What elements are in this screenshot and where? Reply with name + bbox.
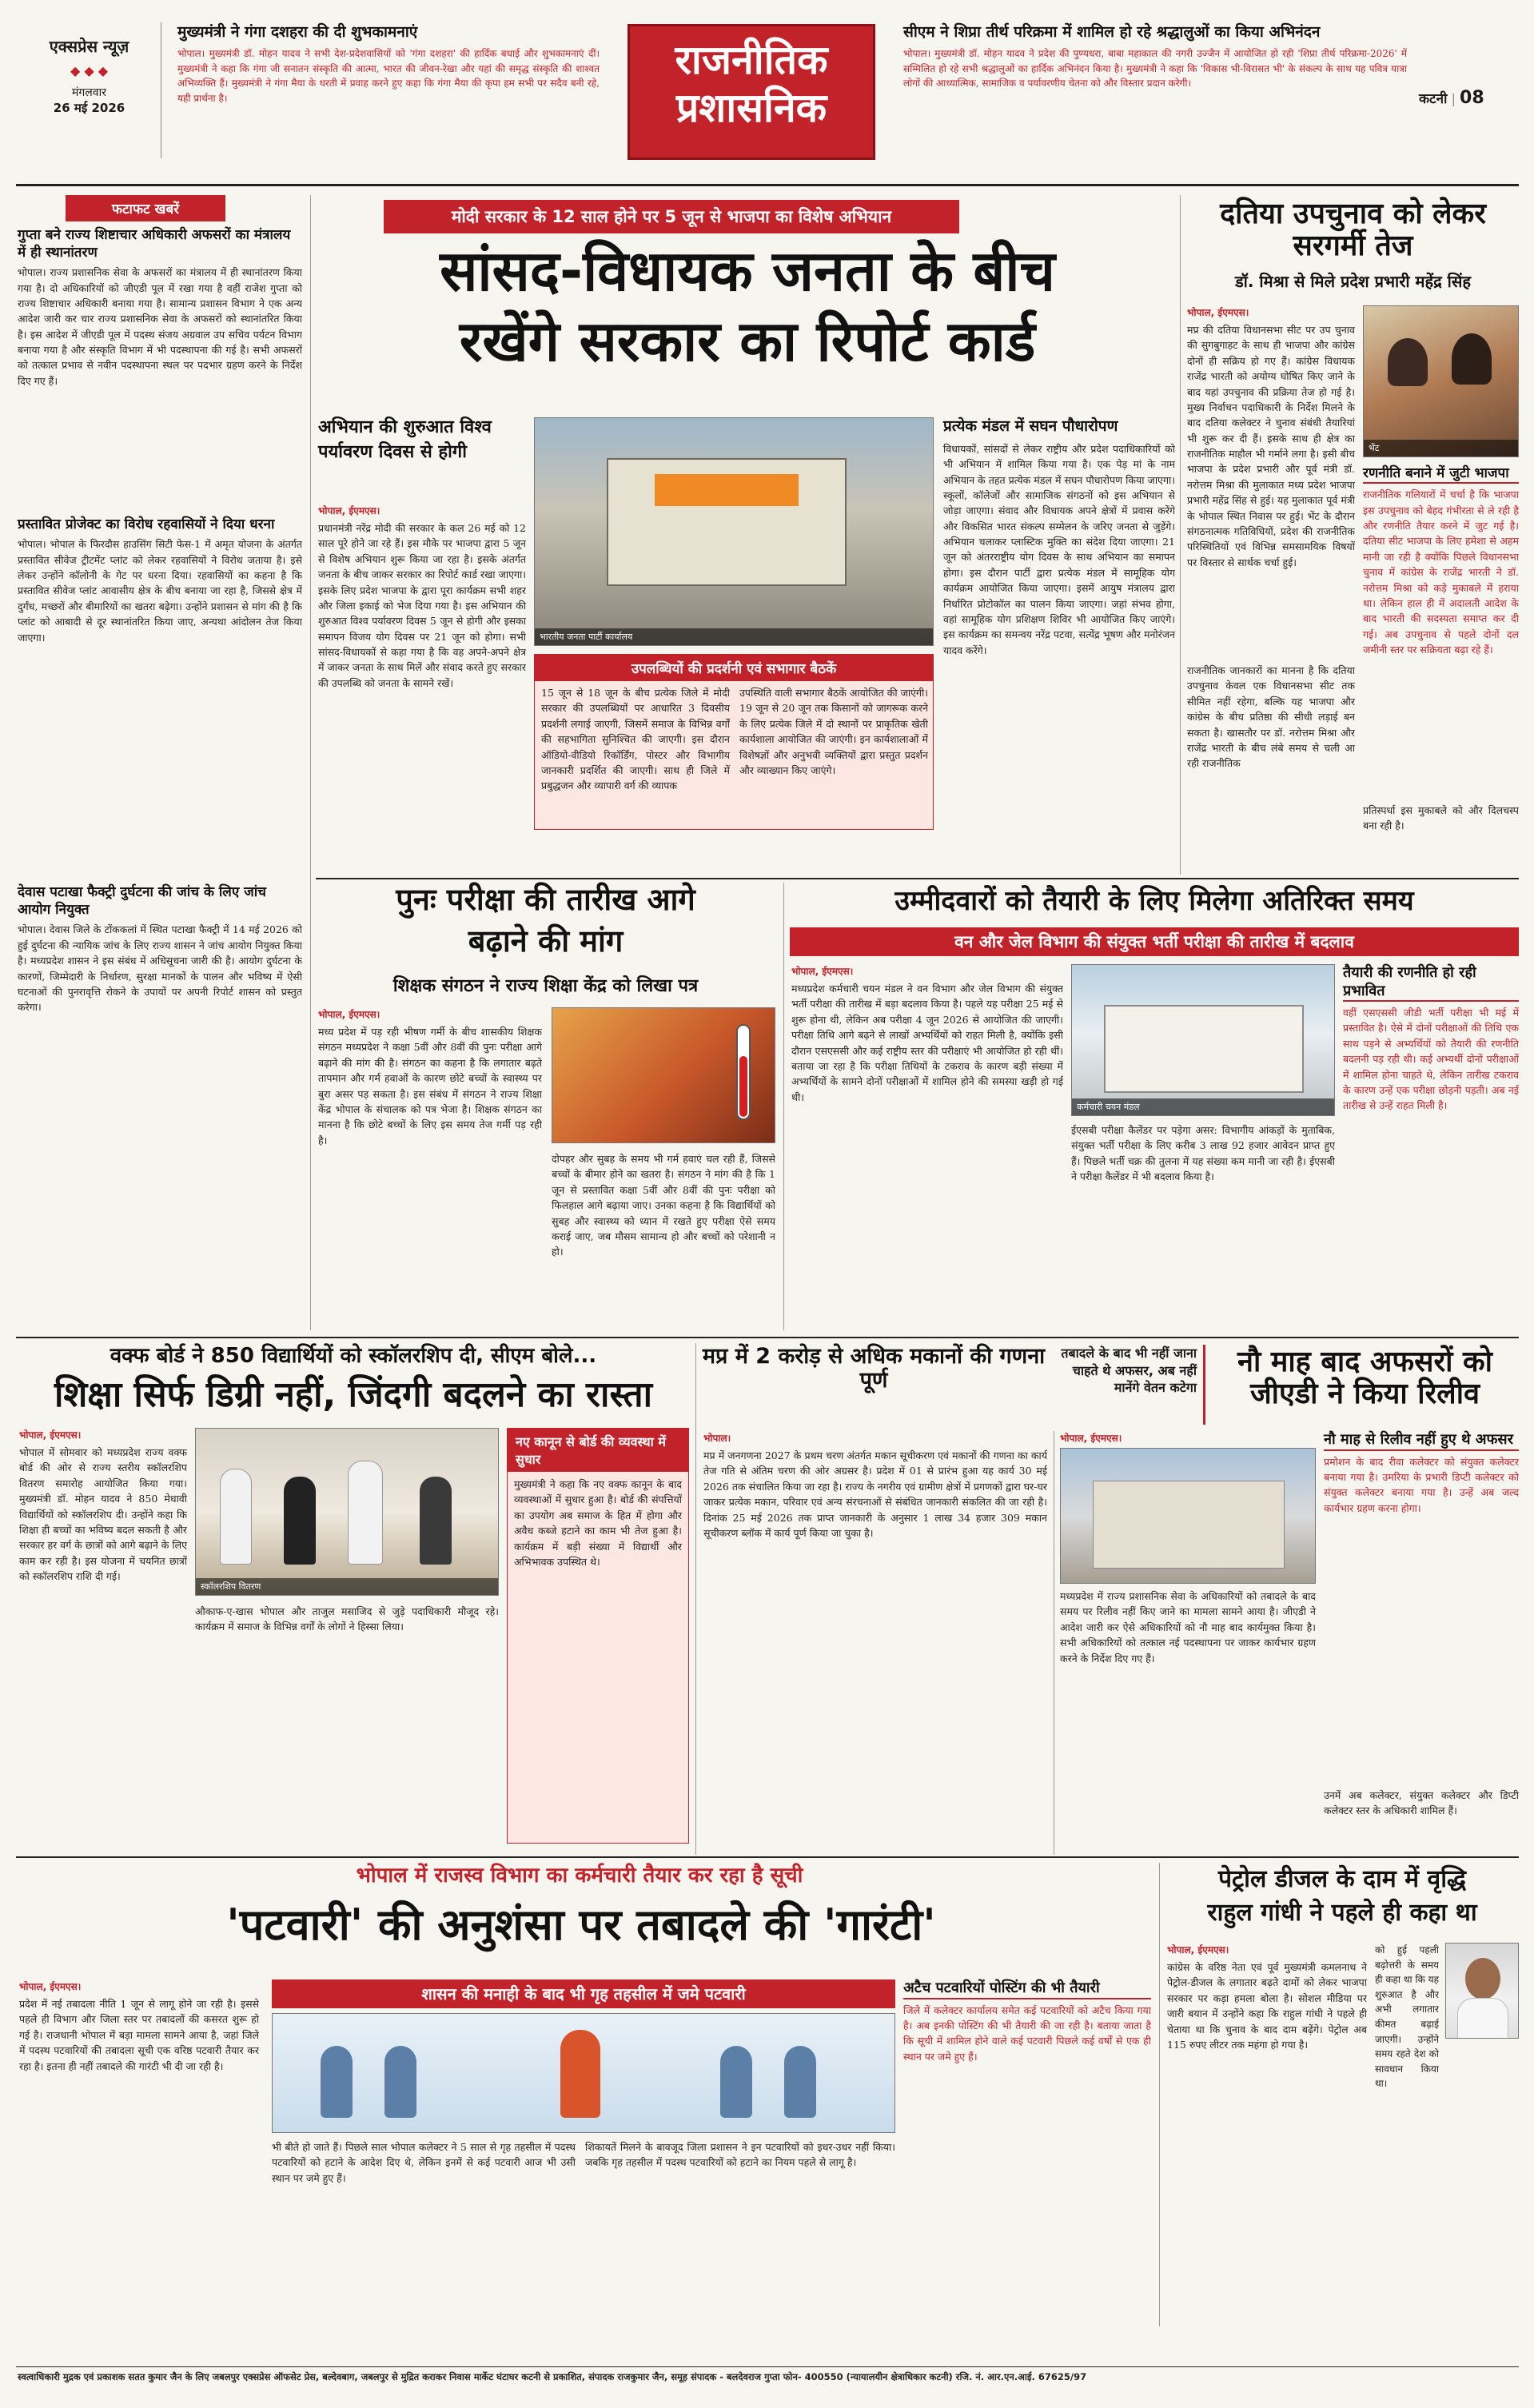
datia-side-box [1363,465,1519,801]
fatafat-item-title: गुप्ता बने राज्य शिष्टाचार अधिकारी अफसरों का मंत्रालय में ही स्थानांतरण [18,227,291,261]
column-divider [783,883,784,1330]
recruit-side-head: तैयारी की रणनीति हो रही प्रभावित [1343,964,1519,1002]
petrol-body: कांग्रेस के वरिष्ठ नेता एवं पूर्व मुख्यमंत्री कमलनाथ ने पेट्रोल-डीजल के लगातार बढ़ते दामों को लेकर भाजपा सरकार पर कड़ा हमला बोला है। सोशल मीडिया पर जारी बयान में उन्होंने कहा कि राहुल गांधी ने पहले ही चेताया था कि चुनाव के बाद दाम बढ़ेंगे। पेट्रोल अब 115 रुपए लीटर तक महंगा हो गया है। [1167,1961,1367,2051]
datia-side-head: रणनीति बनाने में जुटी भाजपा [1363,465,1519,484]
issue-date: 26 मई 2026 [53,101,126,115]
recruit-body-column [791,964,1063,1316]
gad-side-head: नौ माह से रिलीव नहीं हुए थे अफसर [1324,1431,1519,1451]
masthead [0,0,1534,181]
section-title [628,24,875,160]
lead-headline-line1: सांसद-विधायक जनता के बीच [440,238,1055,304]
brand-name: एक्सप्रेस न्यूज़ [49,37,129,56]
lead-right-column [943,417,1175,833]
patwari-people-graphic [272,2013,895,2133]
waqf-law-box-body: मुख्यमंत्री ने कहा कि नए वक्फ कानून के बाद व्यवस्थाओं में सुधार हुआ है। बोर्ड की संपत्तियों का उपयोग अब समाज के हित में होगा और अवैध कब्जे हटाने का काम भी तेज हुआ है। कार्यक्रम में बड़ी संख्या में विद्यार्थी और अभिभावक उपस्थित थे। [514,1478,682,1568]
fatafat-item [18,516,302,872]
gad-tail: उनमें अब कलेक्टर, संयुक्त कलेक्टर और डिप्टी कलेक्टर स्तर के अधिकारी शामिल हैं। [1324,1789,1519,1817]
datia-headline: दतिया उपचुनाव को लेकर सरगर्मी तेज [1220,197,1486,263]
selection-board-photo [1071,964,1335,1116]
waqf-scholarship-photo [195,1428,499,1596]
masthead-rule [16,184,1519,186]
footer-rule [16,2366,1519,2367]
section-rule [16,1856,1519,1858]
plantation-body: विधायकों, सांसदों से लेकर राष्ट्रीय और प्रदेश पदाधिकारियों को भी अभियान में शामिल किया गया है। एक पेड़ मां के नाम अभियान के तहत प्रत्येक मंडल में सघन पौधारोपण किया जाएगा। स्कूलों, कॉलेजों और सामाजिक संगठनों को इस अभियान से जोड़ा जाएगा। संवाद और विधायक अपने क्षेत्रों में प्रवास करेंगे और विकसित भारत संकल्प सम्मेलन के जरिए जनता से जुड़ेंगे। अभियान चलाकर प्लास्टिक मुक्ति का संदेश दिया जाएगा। 21 जून को अंतरराष्ट्रीय योग दिवस के साथ अभियान का समापन होगा। इस दौरान पार्टी द्वारा प्रत्येक मंडल में सामूहिक योग कार्यक्रम आयोजित किया जाएगा। इसमें आयुष मंत्रालय द्वारा निर्धारित प्रोटोकॉल का पालन किया जाएगा। जहां संभव होगा, वहां सामूहिक योग प्रशिक्षण शिविर भी आयोजित किए जाएंगे। इस कार्यक्रम का समन्वय नरेंद्र पटवा, सत्येंद्र भूषण और मनोरंजन यादव करेंगे। [943,442,1175,656]
patwari-body-2: भी बीते हो जाते हैं। पिछले साल भोपाल कलेक्टर ने 5 साल से गृह तहसील में पदस्थ पटवारियों को हटाने के आदेश दिए थे, लेकिन इनमें से कई पटवारी आज भी उसी स्थान पर जमे हुए हैं। [272,2141,576,2184]
patwari-byline: भोपाल, ईएमएस। [19,1981,82,1992]
datia-body-2: राजनीतिक जानकारों का मानना है कि दतिया उपचुनाव केवल एक विधानसभा सीट तक सीमित नहीं रहेगा, बल्कि यह भाजपा और कांग्रेस के बीच प्रतिष्ठा की सीधी लड़ाई बन सकता है। खासतौर पर डॉ. नरोत्तम मिश्रा और राजेंद्र भारती के बीच लंबे समय से चली आ रही राजनीतिक [1187,664,1355,770]
city-name: कटनी [1419,91,1448,107]
gad-building-photo [1060,1448,1316,1584]
petrol-byline: भोपाल, ईएमएस। [1167,1944,1229,1956]
waqf-headline: शिक्षा सिर्फ डिग्री नहीं, जिंदगी बदलने का रास्ता [54,1374,653,1415]
datia-body: मप्र की दतिया विधानसभा सीट पर उप चुनाव की सुगबुगाहट के साथ ही भाजपा और कांग्रेस दोनों ही सक्रिय हो गए हैं। कांग्रेस विधायक राजेंद्र भारती को अयोग्य घोषित किए जाने के बाद यहां उपचुनाव की प्रक्रिया तेज हो गई है। मुख्य निर्वाचन पदाधिकारी के निर्देश मिलने के बाद दतिया कलेक्टर ने चुनाव संबंधी तैयारियां भी शुरू कर दी हैं। इसके साथ ही क्षेत्र का राजनीतिक माहौल भी गर्माने लगा है। इसी बीच भाजपा के प्रदेश प्रभारी और पूर्व मंत्री डॉ. नरोत्तम मिश्रा की मुलाकात मध्य प्रदेश भाजपा प्रभारी महेंद्र सिंह से हुई। यह मुलाकात पूर्व मंत्री के भोपाल स्थित निवास पर हुई। भेंट के दौरान संगठनात्मक गतिविधियों, प्रदेश की राजनीतिक परिस्थितियों एवं विभिन्न समसामयिक विषयों पर विस्तार से सार्थक चर्चा हुई। [1187,324,1355,568]
fatafat-column [18,195,302,1330]
brand-box [18,22,161,158]
masthead-right-story [903,21,1407,142]
fatafat-item-text: भोपाल। भोपाल के फिरदौस हाउसिंग सिटी फेस-1 में अमृत योजना के अंतर्गत प्रस्तावित सीवेज ट्रीटमेंट प्लांट को लेकर रहवासियों ने विरोध जताया है। इसे लेकर उन्होंने कॉलोनी के गेट पर धरना दिया। रहवासियों का कहना है कि प्रस्तावित सीवेज प्लांट आवासीय क्षेत्र के बीच बनाया जा रहा है, जिससे क्षेत्र में दुर्गंध, मच्छरों और बीमारियों का खतरा बढ़ेगा। उन्होंने प्रशासन से मांग की है कि प्लांट को आबादी से दूर स्थानांतरित किया जाए, अन्यथा आंदोलन तेज किया जाएगा। [18,538,302,644]
recruit-byline: भोपाल, ईएमएस। [791,966,854,977]
petrol-headline-line2: राहुल गांधी ने पहले ही कहा था [1207,1899,1477,1927]
column-divider [695,1343,696,1855]
datia-side-body: राजनीतिक गलियारों में चर्चा है कि भाजपा इस उपचुनाव को बेहद गंभीरता से ले रही है और रणनीति तैयार करने में जुट गई है। दतिया सीट भाजपा के लिए हमेशा से अहम मानी जा रही है क्योंकि पिछले विधानसभा चुनाव में कांग्रेस के राजेंद्र भारती ने डॉ. नरोत्तम मिश्रा को कड़े मुकाबले में हराया था। लेकिन हाल ही में अदालती आदेश के बाद भारती की सदस्यता समाप्त कर दी गई। अब उपचुनाव से पहले दोनों दल जमीनी स्तर पर सक्रियता बढ़ा रहे हैं। [1363,488,1519,656]
column-divider [1180,195,1181,875]
section-rule [16,1337,1519,1338]
section-title-line1: राजनीतिक [675,37,828,83]
petrol-body-column [1167,1943,1367,2318]
exam-byline: भोपाल, ईएमएस। [318,1009,381,1020]
gad-headline: नौ माह बाद अफसरों को जीएडी ने किया रिलीव [1237,1346,1493,1411]
lead-body-column [318,504,526,839]
gad-byline: भोपाल, ईएमएस। [1060,1433,1122,1444]
recruit-side-body: वहीं एसएससी जीडी भर्ती परीक्षा भी मई में प्रस्तावित है। ऐसे में दोनों परीक्षाओं की तिथि एक साथ पड़ने से अभ्यर्थियों को तैयारी की रणनीति बदलनी पड़ रही थी। कई अभ्यर्थी दोनों परीक्षाओं में शामिल होना चाहते थे, लेकिन तारीख टकराव के कारण उन्हें एक परीक्षा छोड़नी पड़ती। अब नई तारीख से उन्हें राहत मिली है। [1343,1007,1519,1112]
selection-board-caption: कर्मचारी चयन मंडल [1072,1098,1334,1115]
avatar [1465,1958,1500,1999]
section-title-line2: प्रशासनिक [675,85,827,131]
patwari-side-body: जिले में कलेक्टर कार्यालय समेत कई पटवारियों को अटैच किया गया है। अब इनकी पोस्टिंग की भी तैयारी की जा रही है। बताया जाता है कि सूची में शामिल होने वाले कई पटवारी पिछले कई वर्षों से एक ही स्थान पर जमे हुए हैं। [903,2003,1151,2063]
fatafat-item-text: भोपाल। देवास जिले के टोंककलां में स्थित पटाखा फैक्ट्री में 14 मई 2026 को हुई दुर्घटना की न्यायिक जांच के लिए राज्य शासन ने जांच आयोग नियुक्त किया है। मध्यप्रदेश शासन ने इस संबंध में अधिसूचना जारी की है। आयोग दुर्घटना के कारणों, जिम्मेदारी के निर्धारण, सुरक्षा मानकों के पालन और भविष्य में ऐसी घटनाओं की पुनरावृत्ति रोकने के उपायों पर अपनी रिपोर्ट शासन को प्रस्तुत करेगा। [18,923,302,1014]
recruit-headline: उम्मीदवारों को तैयारी के लिए मिलेगा अतिरिक्त समय [895,885,1414,917]
gad-body: मध्यप्रदेश में राज्य प्रशासनिक सेवा के अधिकारियों को तबादले के बाद समय पर रिलीव नहीं किए जाने का मामला सामने आया है। जीएडी ने आदेश जारी कर ऐसे अधिकारियों को नौ माह बाद कार्यमुक्त किया है। सभी अधिकारियों को तत्काल नई पदस्थापना पर जाकर कार्यभार ग्रहण करने के निर्देश दिए गए हैं। [1060,1590,1316,1664]
page-number: 08 [1460,88,1484,108]
petrol-headline-line1: पेट्रोल डीजल के दाम में वृद्धि [1218,1865,1466,1893]
waqf-law-box [507,1428,689,1844]
petrol-aside: को हुई पहली बढ़ोत्तरी के समय ही कहा था कि यह शुरुआत है और अभी लगातार कीमत बढ़ाई जाएगी। उन्होंने समय रहते देश को सावधान किया था। [1375,1944,1439,2090]
lead-headline-line2: रखेंगे सरकार का रिपोर्ट कार्ड [459,309,1036,374]
masthead-right-headline: सीएम ने शिप्रा तीर्थ परिक्रमा में शामिल हो रहे श्रद्धालुओं का किया अभिनंदन [903,23,1321,41]
census-body: मप्र में जनगणना 2027 के प्रथम चरण अंतर्गत मकान सूचीकरण एवं मकानों की गणना का कार्य तेज गति से अंतिम चरण की ओर अग्रसर है। प्रदेश में 01 से प्रारंभ हुआ यह कार्य 30 मई 2026 तक संचालित किया जा रहा है। राज्य के नगरीय एवं ग्रामीण क्षेत्रों में प्रगणकों द्वारा घर-घर जाकर प्रत्येक मकान, परिवार एवं अन्य संरचनाओं से संबंधित जानकारी संकलित की जा रही है। दिनांक 25 मई 2026 तक प्राप्त जानकारी के अनुसार 1 लाख 34 हजार 309 मकान सूचीकरण ब्लॉक में कार्य पूर्ण किया जा चुका है। [703,1449,1047,1539]
achievements-col1: 15 जून से 18 जून के बीच प्रत्येक जिले में मोदी सरकार की उपलब्धियों पर आधारित 3 दिवसीय प्रदर्शनी लगाई जाएगी, जिसमें समाज के विभिन्न वर्गों की सहभागिता सुनिश्चित की जाएगी। इस दौरान ऑडियो-वीडियो रिकॉर्डिंग, पोस्टर और विभागीय जानकारी प्रदर्शित की जाएगी। साथ ही जिले में प्रबुद्धजन और व्यापारी वर्ग की व्यापक [541,687,730,792]
column-divider [1159,1863,1160,2326]
transfer-quote-box [1054,1345,1205,1425]
section-rule [316,878,1519,879]
waqf-byline: भोपाल, ईएमएस। [19,1429,82,1441]
waqf-photo-caption: स्कॉलरशिप वितरण [196,1578,498,1595]
fatafat-item [18,883,302,1210]
patwari-body-column [19,1979,259,2315]
imprint-line: स्वत्वाधिकारी मुद्रक एवं प्रकाशक सतत कुमार जैन के लिए जबलपुर एक्सप्रेस ऑफसेट प्रेस, बल्देवबाग, जबलपुर से मुद्रित कराकर निवास मार्केट घंटाघर कटनी से प्रकाशित, संपादक राजकुमार जैन, समूह संपादक - बलदेवराज गुप्ता फोन- 400550 (न्यायालयीन क्षेत्राधिकार कटनी) रजि. नं. आर.एन.आई. 67625/97 [18,2371,1087,2382]
achievements-col2: उपस्थिति वाली सभागार बैठकें आयोजित की जाएंगी। 19 जून से 20 जून तक किसानों को जागरूक करने के लिए प्रत्येक जिले में दो स्थानों पर प्राकृतिक खेती कार्यशाला आयोजित की जाएंगी। इन कार्यशालाओं में विशेषज्ञों और अनुभवी व्यक्तियों द्वारा प्रस्तुत प्रदर्शन और व्याख्यान किए जाएंगे। [739,687,928,776]
bjp-office-photo [534,417,934,646]
people-icon [321,2046,353,2118]
waqf-law-box-header: नए कानून से बोर्ड की व्यवस्था में सुधार [508,1429,688,1472]
recruit-body: मध्यप्रदेश कर्मचारी चयन मंडल ने वन विभाग और जेल विभाग की संयुक्त भर्ती परीक्षा की तारीख में बड़ा बदलाव किया है। पहले यह परीक्षा 25 मई से शुरू होना थी, लेकिन अब परीक्षा 4 जून 2026 से आयोजित की जाएगी। परीक्षा तिथि आगे बढ़ने से लाखों अभ्यर्थियों को राहत मिली है, क्योंकि इसी दौरान एसएससी और कई राष्ट्रीय स्तर की परीक्षाएं भी आयोजित हो रही थीं। बताया जा रहा है कि परीक्षा तिथियों के टकराव के कारण बड़ी संख्या में अभ्यर्थियों के सामने दोनों परीक्षाओं में शामिल होने की समस्या खड़ी हो गई थी। [791,983,1063,1103]
patwari-kicker: भोपाल में राजस्व विभाग का कर्मचारी तैयार कर रहा है सूची [356,1864,803,1888]
column-divider [310,195,311,1330]
masthead-left-text: भोपाल। मुख्यमंत्री डॉ. मोहन यादव ने सभी देश-प्रदेशवासियों को 'गंगा दशहरा' की हार्दिक बधाई और शुभकामनाएं दीं। मुख्यमंत्री ने कहा कि गंगा जी सनातन संस्कृति की आत्मा, भारत की जीवन-रेखा और यहां की समृद्ध संस्कृति की शाश्वत अभिव्यक्ति हैं। मुख्यमंत्री ने गंगा मैया के धरती में प्रवाह करने हुए कहा कि गंगा मैया की कृपा हम सभी पर सदैव बनी रहे, यही प्रार्थना है। [177,48,600,104]
datia-byline: भोपाल, ईएमएस। [1187,307,1249,318]
masthead-right-text: भोपाल। मुख्यमंत्री डॉ. मोहन यादव ने प्रदेश की पुण्यधरा, बाबा महाकाल की नगरी उज्जैन में आयोजित हो रही 'शिप्रा तीर्थ परिक्रमा-2026' में सम्मिलित हो रहे सभी श्रद्धालुओं का हार्दिक अभिनंदन किया है। मुख्यमंत्री ने कहा कि 'विकास भी-विरासत भी' के संकल्प के साथ यह पवित्र यात्रा लोगों की आध्यात्मिक, सामाजिक व पर्यावरणीय चेतना को और विस्तार प्रदान करेगी। [903,48,1407,90]
heat-students-photo [552,1007,775,1143]
lead-kicker: मोदी सरकार के 12 साल होने पर 5 जून से भाजपा का विशेष अभियान [384,200,959,233]
waqf-body-2: औकाफ-ए-खास भोपाल और ताजुल मसाजिद से जुड़े पदाधिकारी मौजूद रहे। कार्यक्रम में समाज के विभिन्न वर्गों के लोगों ने हिस्सा लिया। [195,1605,499,1633]
exam-subhead: शिक्षक संगठन ने राज्य शिक्षा केंद्र को लिखा पत्र [392,976,699,996]
recruit-schedule: ईएसबी परीक्षा कैलेंडर पर पड़ेगा असर: विभागीय आंकड़ों के मुताबिक, संयुक्त भर्ती परीक्षा के लिए करीब 3 लाख 92 हजार आवेदन प्राप्त हुए हैं। पिछले भर्ती चक्र की तुलना में यह संख्या कम मानी जा रही है। ईएसबी ने परीक्षा कैलेंडर में भी बदलाव किया है। [1071,1124,1335,1183]
lead-intro: अभियान की शुरुआत विश्व पर्यावरण दिवस से होगी [318,417,492,462]
patwari-headline: 'पटवारी' की अनुशंसा पर तबादले की 'गारंटी' [226,1900,936,1950]
fatafat-item-text: भोपाल। राज्य प्रशासनिक सेवा के अफसरों का मंत्रालय में ही स्थानांतरण किया गया है। दो अधिकारियों को जीएडी पूल में रखा गया है वहीं राजेश गुप्ता को राज्य शिष्टाचार अधिकारी बनाया गया है। सामान्य प्रशासन विभाग ने एक अन्य आदेश जारी कर चार राज्य प्रशासनिक सेवा के अफसरों को स्थानांतरित किया है। इस आदेश में जीएडी पूल में पदस्थ संजय अग्रवाल उप सचिव पर्यटन विभाग बनाया गया है और संस्कृति विभाग में भी पदस्थापना की गई है। सभी अफसरों को तत्काल प्रभाव से नवीन पदस्थापना स्थल पर पदभार ग्रहण करने के निर्देश दिए गए हैं। [18,266,302,387]
brand-ornament-icon: ◆ ◆ ◆ [70,63,109,78]
recruit-banner: वन और जेल विभाग की संयुक्त भर्ती परीक्षा की तारीख में बदलाव [790,927,1519,956]
datia-tail: प्रतिस्पर्धा इस मुकाबले को और दिलचस्प बना रही है। [1363,804,1519,832]
datia-subhead: डॉ. मिश्रा से मिले प्रदेश प्रभारी महेंद्र सिंह [1234,272,1472,291]
exam-body-column-1 [318,1007,542,1319]
masthead-left-headline: मुख्यमंत्री ने गंगा दशहरा की दी शुभकामनाएं [177,23,418,41]
lead-achievements-box [534,654,934,830]
datia-body-column [1187,305,1355,833]
patwari-body-3: शिकायतें मिलने के बावजूद जिला प्रशासन ने इन पटवारियों को इधर-उधर नहीं किया। जबकि गृह तहसील में पदस्थ पटवारियों को हटाने का नियम पहले से लागू है। [585,2141,895,2169]
exam-body-1: मध्य प्रदेश में पड़ रही भीषण गर्मी के बीच शासकीय शिक्षक संगठन मध्यप्रदेश ने कक्षा 5वीं और 8वीं की पुनः परीक्षा आगे बढ़ाने की मांग की है। संगठन का कहना है कि लगातार बढ़ते तापमान और गर्म हवाओं के कारण छोटे बच्चों के स्वास्थ्य पर बुरा असर पड़ सकता है। इस संबंध में संगठन ने राज्य शिक्षा केंद्र भोपाल के संचालक को पत्र भेजा है। शिक्षक संगठन का मानना है कि छोटे बच्चों के लिए इस समय तेज गर्मी पड़ रही है। [318,1026,542,1146]
gad-body-column [1060,1431,1316,1799]
datia-meeting-photo [1363,305,1519,457]
exam-headline-line2: बढ़ाने की मांग [468,923,624,959]
waqf-kicker: वक्फ बोर्ड ने 850 विद्यार्थियों को स्कॉलरशिप दी, सीएम बोले... [110,1344,597,1368]
recruit-side-box [1343,964,1519,1316]
masthead-left-story [177,21,600,142]
fatafat-item-title: देवास पटाखा फैक्ट्री दुर्घटना की जांच के लिए जांच आयोग नियुक्त [18,884,266,919]
fatafat-item [18,226,302,504]
transfer-quote: तबादले के बाद भी नहीं जाना चाहते थे अफसर, अब नहीं मानेंगे वेतन कटेगा [1061,1346,1197,1396]
exam-headline-line1: पुनः परीक्षा की तारीख आगे [396,882,695,917]
lead-byline: भोपाल, ईएमएस। [318,505,381,516]
patwari-side-head: अटैच पटवारियों पोस्टिंग की भी तैयारी [903,1979,1151,1999]
page-number-box: कटनी | 08 [1419,88,1484,108]
patwari-body-1: प्रदेश में नई तबादला नीति 1 जून से लागू होने जा रही है। इससे पहले ही विभाग और जिला स्तर पर तबादलों की कसरत शुरू हो गई है। राजधानी भोपाल में बड़ा मामला सामने आया है, जहां जिले में पदस्थ पटवारियों की तबादला सूची एक वरिष्ठ पटवारी तैयार कर रहा है। इतना ही नहीं तबादले की गारंटी भी दी जा रही है। [19,1998,259,2072]
lead-body: प्रधानमंत्री नरेंद्र मोदी की सरकार के कल 26 मई को 12 साल पूरे होने जा रहे हैं। इस मौके पर भाजपा द्वारा 5 जून से विशेष अभियान शुरू किया जा रहा है। इसके अंतर्गत जनता के बीच जाकर सरकार का रिपोर्ट कार्ड रखा जाएगा। इसके लिए प्रदेश भाजपा के द्वारा पूरा कार्यक्रम सभी शहर और जिला इकाई को भेज दिया गया है। इस अभियान की शुरुआत विश्व पर्यावरण दिवस 5 जून से होगी और इसका समापन विजय योग दिवस पर 21 जून को होगा। सभी सांसद-विधायकों से कहा गया है कि वह अपने-अपने क्षेत्र में जाकर जनता के साथ मिलें और संवाद करते हुए सरकार की उपलब्धि को जनता के सामने रखें। [318,522,526,689]
census-headline: मप्र में 2 करोड़ से अधिक मकानों की गणना पूर्ण [702,1344,1046,1393]
gad-side-body: प्रमोशन के बाद रीवा कलेक्टर को संयुक्त कलेक्टर बनाया गया है। उमरिया के प्रभारी डिप्टी कलेक्टर को संयुक्त कलेक्टर बनाया गया है। उन्हें अब जल्द कार्यभार ग्रहण करना होगा। [1324,1455,1519,1514]
patwari-side-box [903,1979,1151,2315]
patwari-banner: शासन की मनाही के बाद भी गृह तहसील में जमे पटवारी [272,1979,895,2008]
plantation-head: प्रत्येक मंडल में सघन पौधारोपण [943,417,1118,435]
datia-photo-caption: भेंट [1364,440,1518,456]
census-body-column [703,1431,1047,1847]
waqf-body-column [19,1428,187,1844]
kamalnath-photo [1445,1943,1519,2039]
fatafat-item-title: प्रस्तावित प्रोजेक्ट का विरोध रहवासियों ने दिया धरना [18,516,275,533]
fatafat-header: फटाफट खबरें [66,195,225,221]
waqf-body-1: भोपाल में सोमवार को मध्यप्रदेश राज्य वक्फ बोर्ड की ओर से राज्य स्तरीय स्कॉलरशिप वितरण समारोह आयोजित किया गया। मुख्यमंत्री डॉ. मोहन यादव ने 850 मेधावी विद्यार्थियों को स्कॉलरशिप दी। उन्होंने कहा कि शिक्षा ही बच्चों का भविष्य बदल सकती है और सरकार हर वर्ग के छात्रों को आगे बढ़ाने के लिए काम कर रही है। इस योजना में चयनित छात्रों को स्कॉलरशिप राशि दी गई। [19,1446,187,1582]
achievements-box-header: उपलब्धियों की प्रदर्शनी एवं सभागार बैठकें [535,655,933,681]
gad-side-box [1324,1431,1519,1783]
census-byline: भोपाल। [703,1433,731,1444]
issue-day: मंगलवार [72,86,106,99]
bjp-office-photo-caption: भारतीय जनता पार्टी कार्यालय [535,628,933,645]
exam-body-2: दोपहर और सुबह के समय भी गर्म हवाएं चल रही हैं, जिससे बच्चों के बीमार होने का खतरा है। संगठन ने मांग की है कि 1 जून से प्रस्तावित कक्षा 5वीं और 8वीं की पुनः परीक्षा को फिलहाल आगे बढ़ाया जाए। उनका कहना है कि विद्यार्थियों को सुबह और स्वास्थ्य को ध्यान में रखते हुए परीक्षा ऐसे समय कराई जाए, जब मौसम सामान्य हो और बच्चों को परेशानी न हो। [552,1153,775,1258]
